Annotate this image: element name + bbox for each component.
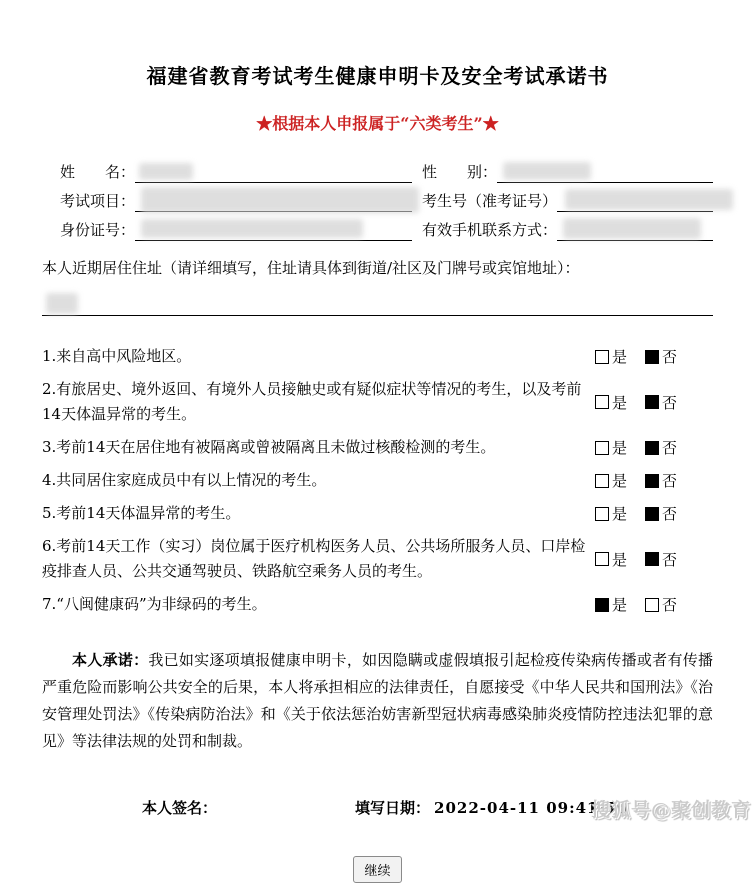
checkbox-yes-icon[interactable] (595, 395, 609, 409)
gender-value (497, 158, 713, 183)
option-yes-label: 是 (611, 505, 627, 523)
option-yes[interactable] (595, 392, 627, 413)
checkbox-no-icon[interactable] (645, 395, 659, 409)
question-row (42, 344, 713, 369)
fill-date (355, 797, 628, 818)
option-yes[interactable] (595, 346, 627, 367)
question-text: 6.考前14天工作（实习）岗位属于医疗机构医务人员、公共场所服务人员、口岸检疫排查人员、公共交通驾驶员、铁路航空乘务人员的考生。 (42, 537, 586, 580)
option-yes[interactable] (595, 437, 627, 458)
question-text: 2.有旅居史、境外返回、有境外人员接触史或有疑似症状等情况的考生，以及考前14天体温异常的考生。 (42, 380, 582, 423)
redacted-value (503, 162, 591, 180)
phone-label: 有效手机联系方式： (422, 221, 558, 239)
question-text: 7.“八闽健康码”为非绿码的考生。 (42, 595, 267, 613)
checkbox-no-icon[interactable] (645, 507, 659, 521)
option-yes-label: 是 (611, 472, 627, 490)
checkbox-yes-icon[interactable] (595, 552, 609, 566)
option-no[interactable] (645, 470, 677, 491)
page-title: 福建省教育考试考生健康申明卡及安全考试承诺书 (146, 64, 609, 88)
signature-label: 本人签名： (142, 799, 218, 817)
fill-date-label: 填写日期： (355, 799, 431, 817)
candidate-number-value (557, 187, 713, 212)
question-text: 3.考前14天在居住地有被隔离或曾被隔离且未做过核酸检测的考生。 (42, 438, 496, 456)
button-row (42, 856, 713, 883)
option-no[interactable] (645, 346, 677, 367)
checkbox-yes-icon[interactable] (595, 598, 609, 612)
option-yes-label: 是 (611, 393, 627, 412)
field-row-3 (60, 212, 713, 241)
redacted-value (563, 218, 701, 239)
option-no-label: 否 (661, 550, 677, 569)
option-no[interactable] (645, 549, 677, 570)
option-no-label: 否 (661, 472, 677, 490)
commitment-paragraph (42, 647, 713, 755)
question-row (42, 468, 713, 493)
field-row-1 (60, 154, 713, 183)
question-row (42, 592, 713, 617)
redacted-value (46, 293, 78, 314)
checkbox-yes-icon[interactable] (595, 507, 609, 521)
question-row (42, 501, 713, 526)
id-number-value (135, 216, 412, 241)
option-no[interactable] (645, 437, 677, 458)
redacted-value (565, 189, 733, 210)
question-text: 1.来自高中风险地区。 (42, 347, 192, 365)
question-text: 4.共同居住家庭成员中有以上情况的考生。 (42, 471, 327, 489)
option-yes-label: 是 (611, 596, 627, 614)
option-no[interactable] (645, 594, 677, 615)
checkbox-no-icon[interactable] (645, 598, 659, 612)
option-yes[interactable] (595, 549, 627, 570)
option-no-label: 否 (661, 505, 677, 523)
identity-fields (42, 154, 713, 241)
question-text: 5.考前14天体温异常的考生。 (42, 504, 241, 522)
address-value (42, 289, 713, 316)
checkbox-yes-icon[interactable] (595, 474, 609, 488)
phone-value (557, 216, 713, 241)
option-yes[interactable] (595, 594, 627, 615)
option-no-label: 否 (661, 596, 677, 614)
option-no-label: 否 (661, 439, 677, 457)
option-no-label: 否 (661, 393, 677, 412)
continue-button[interactable]: 继续 (353, 856, 401, 883)
question-list (42, 344, 713, 617)
checkbox-no-icon[interactable] (645, 552, 659, 566)
checkbox-no-icon[interactable] (645, 474, 659, 488)
exam-project-value (135, 187, 412, 212)
option-yes-label: 是 (611, 439, 627, 457)
address-section (42, 257, 713, 316)
exam-project-label: 考试项目： (60, 192, 136, 210)
question-row (42, 534, 713, 584)
option-no[interactable] (645, 392, 677, 413)
checkbox-no-icon[interactable] (645, 350, 659, 364)
option-yes-label: 是 (611, 348, 627, 366)
option-yes-label: 是 (611, 550, 627, 569)
option-yes[interactable] (595, 503, 627, 524)
commitment-body: 我已如实逐项填报健康申明卡，如因隐瞒或虚假填报引起检疫传染病传播或者有传播严重危险而影响公共安全的后果，本人将承担相应的法律责任，自愿接受《中华人民共和国刑法》《治安管理处罚法》《传染病防治法》和《关于依法惩治妨害新型冠状病毒感染肺炎疫情防控违法犯罪的意见》等法律法规的处罚和制裁。 (42, 651, 713, 750)
commitment-lead: 本人承诺： (72, 651, 149, 669)
gender-label: 性 别： (422, 163, 498, 181)
option-no[interactable] (645, 503, 677, 524)
redacted-value (141, 219, 363, 238)
field-row-2 (60, 183, 713, 212)
name-value (135, 158, 412, 183)
question-row (42, 435, 713, 460)
redacted-value (139, 163, 193, 180)
id-number-label: 身份证号： (60, 221, 136, 239)
name-label: 姓 名： (60, 163, 136, 181)
watermark-text: 搜狐号@聚创教育 (590, 799, 751, 821)
checkbox-yes-icon[interactable] (595, 350, 609, 364)
address-label: 本人近期居住住址（请详细填写，住址请具体到街道/社区及门牌号或宾馆地址）： (42, 259, 580, 277)
redacted-value (141, 187, 419, 213)
fill-date-value: 2022-04-11 09:41:56 (434, 799, 628, 817)
candidate-number-label: 考生号（准考证号） (422, 192, 558, 210)
checkbox-no-icon[interactable] (645, 441, 659, 455)
page-subtitle: ★根据本人申报属于“六类考生”★ (256, 114, 499, 133)
option-no-label: 否 (661, 348, 677, 366)
question-row (42, 377, 713, 427)
checkbox-yes-icon[interactable] (595, 441, 609, 455)
option-yes[interactable] (595, 470, 627, 491)
